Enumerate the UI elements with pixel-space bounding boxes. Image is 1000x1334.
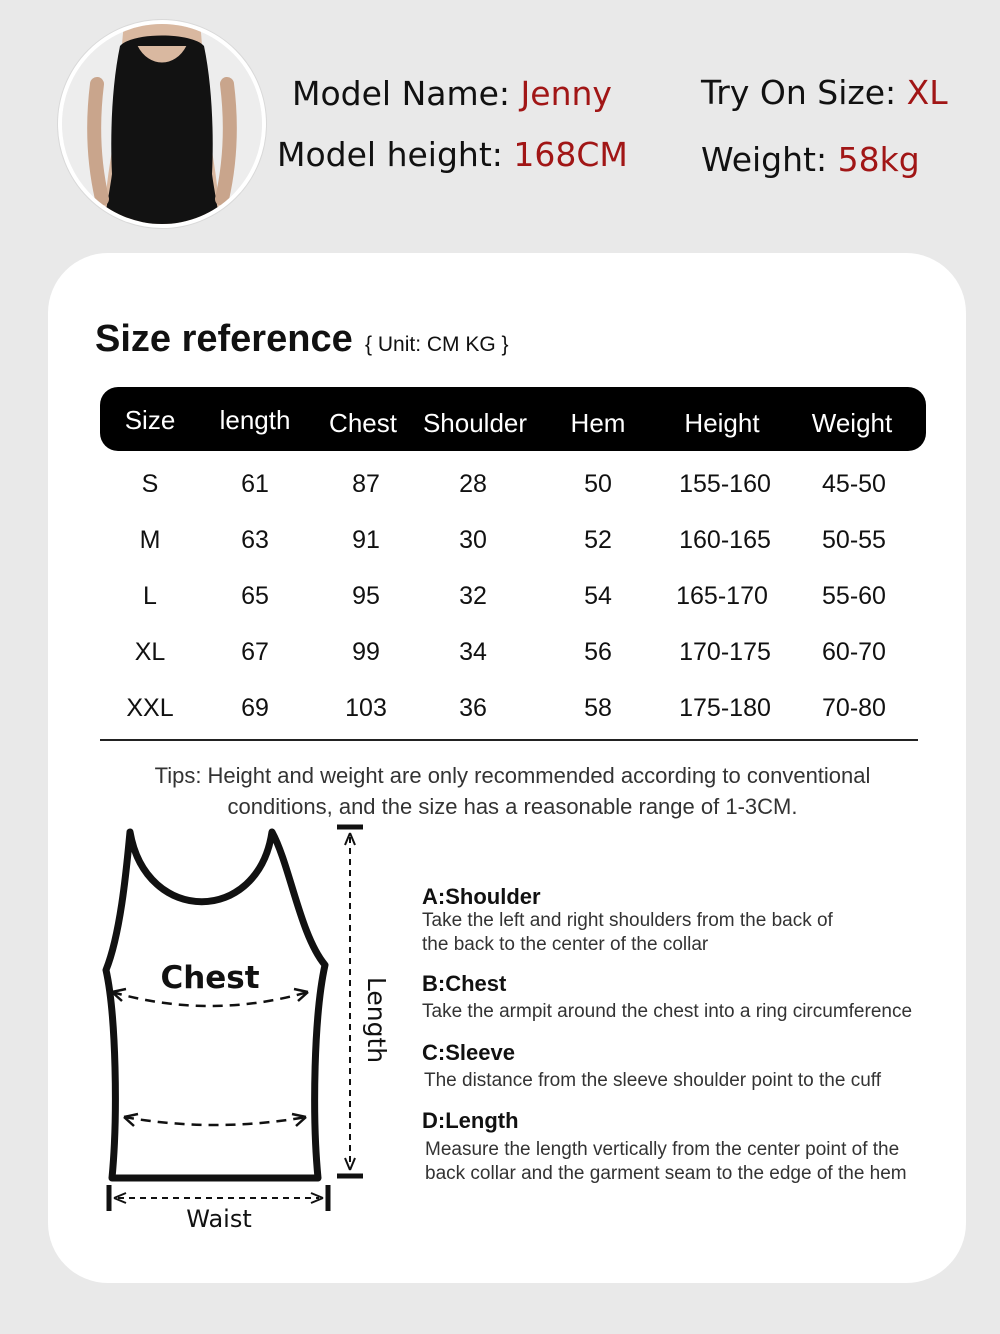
- def-shoulder-title: A:Shoulder: [422, 884, 541, 909]
- cell-shoulder: 32: [459, 582, 487, 610]
- cell-weight: 50-55: [822, 526, 886, 554]
- cell-length: 65: [241, 582, 269, 610]
- cell-shoulder: 28: [459, 470, 487, 498]
- model-height-value: 168CM: [513, 135, 628, 174]
- cell-weight: 45-50: [822, 470, 886, 498]
- cell-size: S: [141, 470, 159, 498]
- size-reference-title: Size reference: [95, 318, 353, 360]
- cell-shoulder: 36: [459, 694, 487, 722]
- cell-size: M: [139, 526, 161, 554]
- def-length-text: Measure the length vertically from the center point of the back collar and the garment seam to the edge of the hem: [425, 1139, 907, 1184]
- cell-chest: 103: [345, 694, 387, 722]
- def-sleeve-title: C:Sleeve: [422, 1040, 515, 1065]
- cell-height: 160-165: [679, 526, 771, 554]
- cell-weight: 70-80: [822, 694, 886, 722]
- cell-hem: 52: [584, 526, 612, 554]
- cell-height: 165-170: [676, 582, 768, 610]
- def-chest-text: Take the armpit around the chest into a ring circumference: [422, 1001, 913, 1022]
- col-height: Height: [684, 408, 760, 438]
- cell-size: XL: [134, 638, 166, 666]
- chest-label: Chest: [160, 960, 260, 996]
- cell-length: 63: [241, 526, 269, 554]
- def-shoulder-text: Take the left and right shoulders from the back of the back to the center of the collar: [422, 910, 833, 955]
- cell-weight: 55-60: [822, 582, 886, 610]
- cell-height: 170-175: [679, 638, 771, 666]
- model-weight: Weight: 58kg: [701, 140, 920, 179]
- def-sleeve-text: The distance from the sleeve shoulder point to the cuff: [424, 1070, 881, 1091]
- cell-shoulder: 34: [459, 638, 487, 666]
- cell-hem: 54: [584, 582, 612, 610]
- model-photo: [58, 20, 266, 228]
- try-on-size-value: XL: [906, 73, 948, 112]
- cell-size: L: [143, 582, 157, 610]
- cell-chest: 95: [352, 582, 380, 610]
- tips-text: Tips: Height and weight are only recommended according to conventional conditions, and the size has a reasonable range of 1-3CM.: [154, 763, 871, 819]
- def-chest-title: B:Chest: [422, 971, 507, 996]
- cell-weight: 60-70: [822, 638, 886, 666]
- col-shoulder: Shoulder: [422, 408, 528, 438]
- col-chest: Chest: [329, 408, 397, 438]
- cell-size: XXL: [126, 694, 174, 722]
- table-divider: [100, 739, 918, 741]
- length-label: Length: [362, 976, 391, 1064]
- model-name: Model Name: Jenny: [292, 74, 612, 113]
- cell-chest: 99: [352, 638, 380, 666]
- cell-length: 69: [241, 694, 269, 722]
- cell-chest: 91: [352, 526, 380, 554]
- model-name-value: Jenny: [520, 74, 612, 113]
- cell-length: 61: [241, 470, 269, 498]
- cell-chest: 87: [352, 470, 380, 498]
- cell-hem: 50: [584, 470, 612, 498]
- cell-hem: 58: [584, 694, 612, 722]
- col-length: length: [219, 405, 291, 435]
- waist-label: Waist: [186, 1205, 252, 1233]
- unit-label: { Unit: CM KG }: [365, 333, 509, 356]
- cell-length: 67: [241, 638, 269, 666]
- cell-height: 175-180: [679, 694, 771, 722]
- col-weight: Weight: [811, 408, 893, 438]
- tank-top-diagram: [90, 815, 410, 1245]
- model-weight-value: 58kg: [837, 140, 920, 179]
- col-size: Size: [124, 405, 176, 435]
- cell-hem: 56: [584, 638, 612, 666]
- cell-height: 155-160: [679, 470, 771, 498]
- cell-shoulder: 30: [459, 526, 487, 554]
- try-on-size: Try On Size: XL: [701, 73, 948, 112]
- model-height: Model height: 168CM: [277, 135, 628, 174]
- col-hem: Hem: [570, 408, 626, 438]
- def-length-title: D:Length: [422, 1108, 519, 1133]
